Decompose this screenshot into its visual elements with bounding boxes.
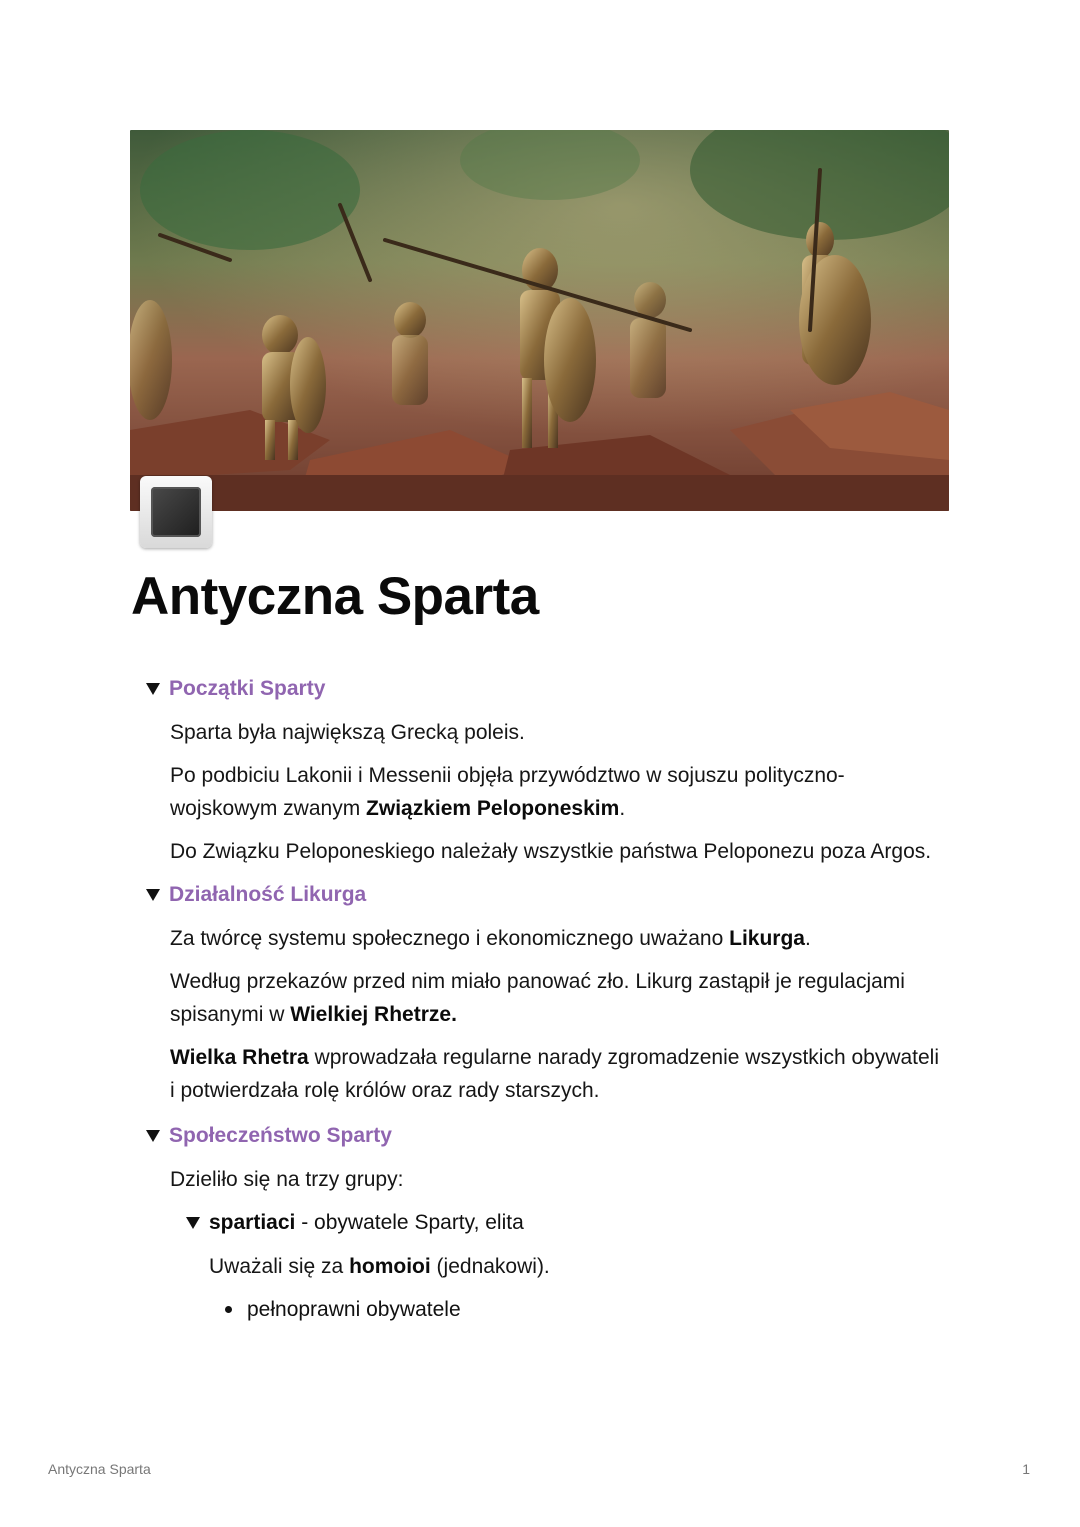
footer-title: Antyczna Sparta [48, 1461, 151, 1477]
toggle-spoleczenstwo-sparty[interactable] [142, 1119, 942, 1153]
paragraph: Do Związku Peloponeskiego należały wszystkie państwa Peloponezu poza Argos. [170, 840, 932, 863]
paragraph: Za twórcę systemu społecznego i ekonomicznego uważano Likurga. [170, 927, 811, 950]
toggle-triangle-icon[interactable] [146, 683, 160, 695]
black-square-button-icon [151, 487, 201, 537]
section-heading: Początki Sparty [169, 677, 326, 700]
toggle-dzialalnosc-likurga[interactable] [142, 878, 942, 912]
section-body [142, 706, 942, 868]
toggle-poczatki-sparty[interactable] [142, 672, 942, 706]
page-content [142, 672, 942, 1326]
section-body [142, 912, 942, 1107]
toggle-triangle-icon[interactable] [146, 889, 160, 901]
sub-section-body [170, 1240, 942, 1326]
toggle-triangle-icon[interactable] [146, 1130, 160, 1142]
paragraph: Wielka Rhetra wprowadzała regularne narady zgromadzenie wszystkich obywateli i potwierdzała rolę królów oraz rady starszych. [170, 1046, 940, 1102]
paragraph: Uważali się za homoioi (jednakowi). [209, 1255, 550, 1278]
toggle-spartiaci[interactable]: spartiaci - obywatele Sparty, elita [170, 1206, 942, 1240]
paragraph: Według przekazów przed nim miało panować zło. Likurg zastąpił je regulacjami spisanymi w Wielkiej Rhetrze. [170, 970, 905, 1026]
paragraph: Po podbiciu Lakonii i Messenii objęła przywództwo w sojuszu polityczno-wojskowym zwanym Związkiem Peloponeskim. [170, 764, 845, 820]
page-icon[interactable] [140, 476, 212, 548]
paragraph: Dzieliło się na trzy grupy: [170, 1168, 404, 1191]
section-heading: Działalność Likurga [169, 883, 367, 906]
page-number: 1 [1022, 1461, 1030, 1477]
list-item: pełnoprawni obywatele [209, 1293, 942, 1326]
paragraph: Sparta była największą Grecką poleis. [170, 721, 525, 744]
section-body [142, 1153, 942, 1326]
bullet-icon [225, 1306, 232, 1313]
page-title: Antyczna Sparta [131, 567, 539, 626]
cover-image [130, 130, 949, 511]
section-heading: Społeczeństwo Sparty [169, 1124, 392, 1147]
toggle-triangle-icon[interactable] [186, 1217, 200, 1229]
